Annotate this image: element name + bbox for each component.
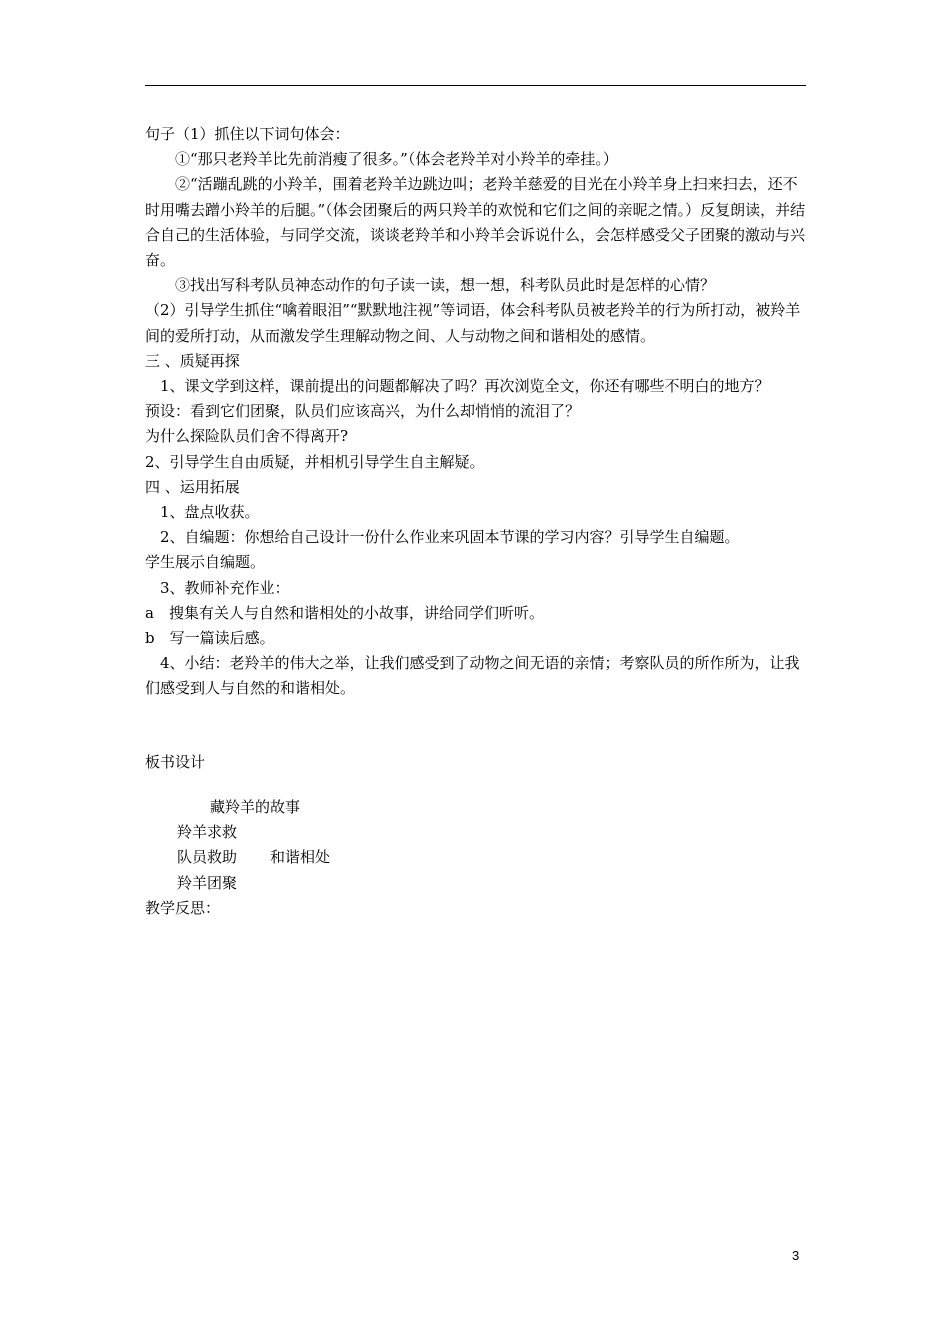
text-line: 学生展示自编题。 [145, 553, 266, 572]
teaching-reflection: 教学反思： [145, 898, 221, 917]
text-line: 1、盘点收获。 [160, 503, 260, 522]
board-item: 羚羊团聚 [177, 873, 238, 892]
board-heading: 板书设计 [145, 753, 206, 771]
text-line: b 写一篇读后感。 [145, 629, 275, 648]
text-line: 4、小结：老羚羊的伟大之举，让我们感受到了动物之间无语的亲情；考察队员的所作所为，让我们感受到人与自然的和谐相处。 [145, 654, 800, 698]
section-heading: 三 、质疑再探 [145, 351, 240, 370]
board-item-row [145, 845, 330, 870]
text-line: （2）引导学生抓住“噙着眼泪”“默默地注视”等词语，体会科考队员被老羚羊的行为所打动，被羚羊间的爱所打动，从而激发学生理解动物之间、人与动物之间和谐相处的感情。 [145, 301, 801, 345]
board-item: 羚羊求救 [177, 823, 238, 842]
text-line: ②“活蹦乱跳的小羚羊，围着老羚羊边跳边叫；老羚羊慈爱的目光在小羚羊身上扫来扫去，还不时用嘴去蹭小羚羊的后腿。”（体会团聚后的两只羚羊的欢悦和它们之间的亲昵之情。）反复朗读，并结合自己的生活体验，与同学交流，谈谈老羚羊和小羚羊会诉说什么，会怎样感受父子团聚的激动与兴奋。 [145, 175, 806, 270]
text-line: 1、课文学到这样，课前提出的问题都解决了吗？再次浏览全文，你还有哪些不明白的地方？ [160, 377, 770, 396]
text-line: 2、引导学生自由质疑，并相机引导学生自主解疑。 [145, 452, 485, 471]
section-heading: 四 、运用拓展 [145, 477, 240, 496]
text-line: 3、教师补充作业： [160, 578, 290, 597]
page-number: 3 [792, 1248, 800, 1263]
text-line: 预设：看到它们团聚，队员们应该高兴，为什么却悄悄的流泪了？ [145, 402, 581, 421]
text-line: 句子（1）抓住以下词句体会： [145, 125, 350, 143]
lesson-body [145, 122, 806, 702]
board-title: 藏羚羊的故事 [210, 798, 301, 816]
board-design [145, 753, 331, 921]
text-line: a 搜集有关人与自然和谐相处的小故事，讲给同学们听听。 [145, 603, 544, 622]
header-rule [145, 85, 806, 86]
text-line: 为什么探险队员们舍不得离开? [145, 427, 349, 446]
text-line: 2、自编题：你想给自己设计一份什么作业来巩固本节课的学习内容？引导学生自编题。 [160, 528, 740, 547]
text-line: ③找出写科考队员神态动作的句子读一读，想一想，科考队员此时是怎样的心情？ [175, 276, 716, 295]
text-line: ①“那只老羚羊比先前消瘦了很多。”（体会老羚羊对小羚羊的牵挂。） [175, 150, 618, 169]
board-item: 队员救助 [177, 848, 238, 867]
board-item-right: 和谐相处 [270, 848, 331, 867]
